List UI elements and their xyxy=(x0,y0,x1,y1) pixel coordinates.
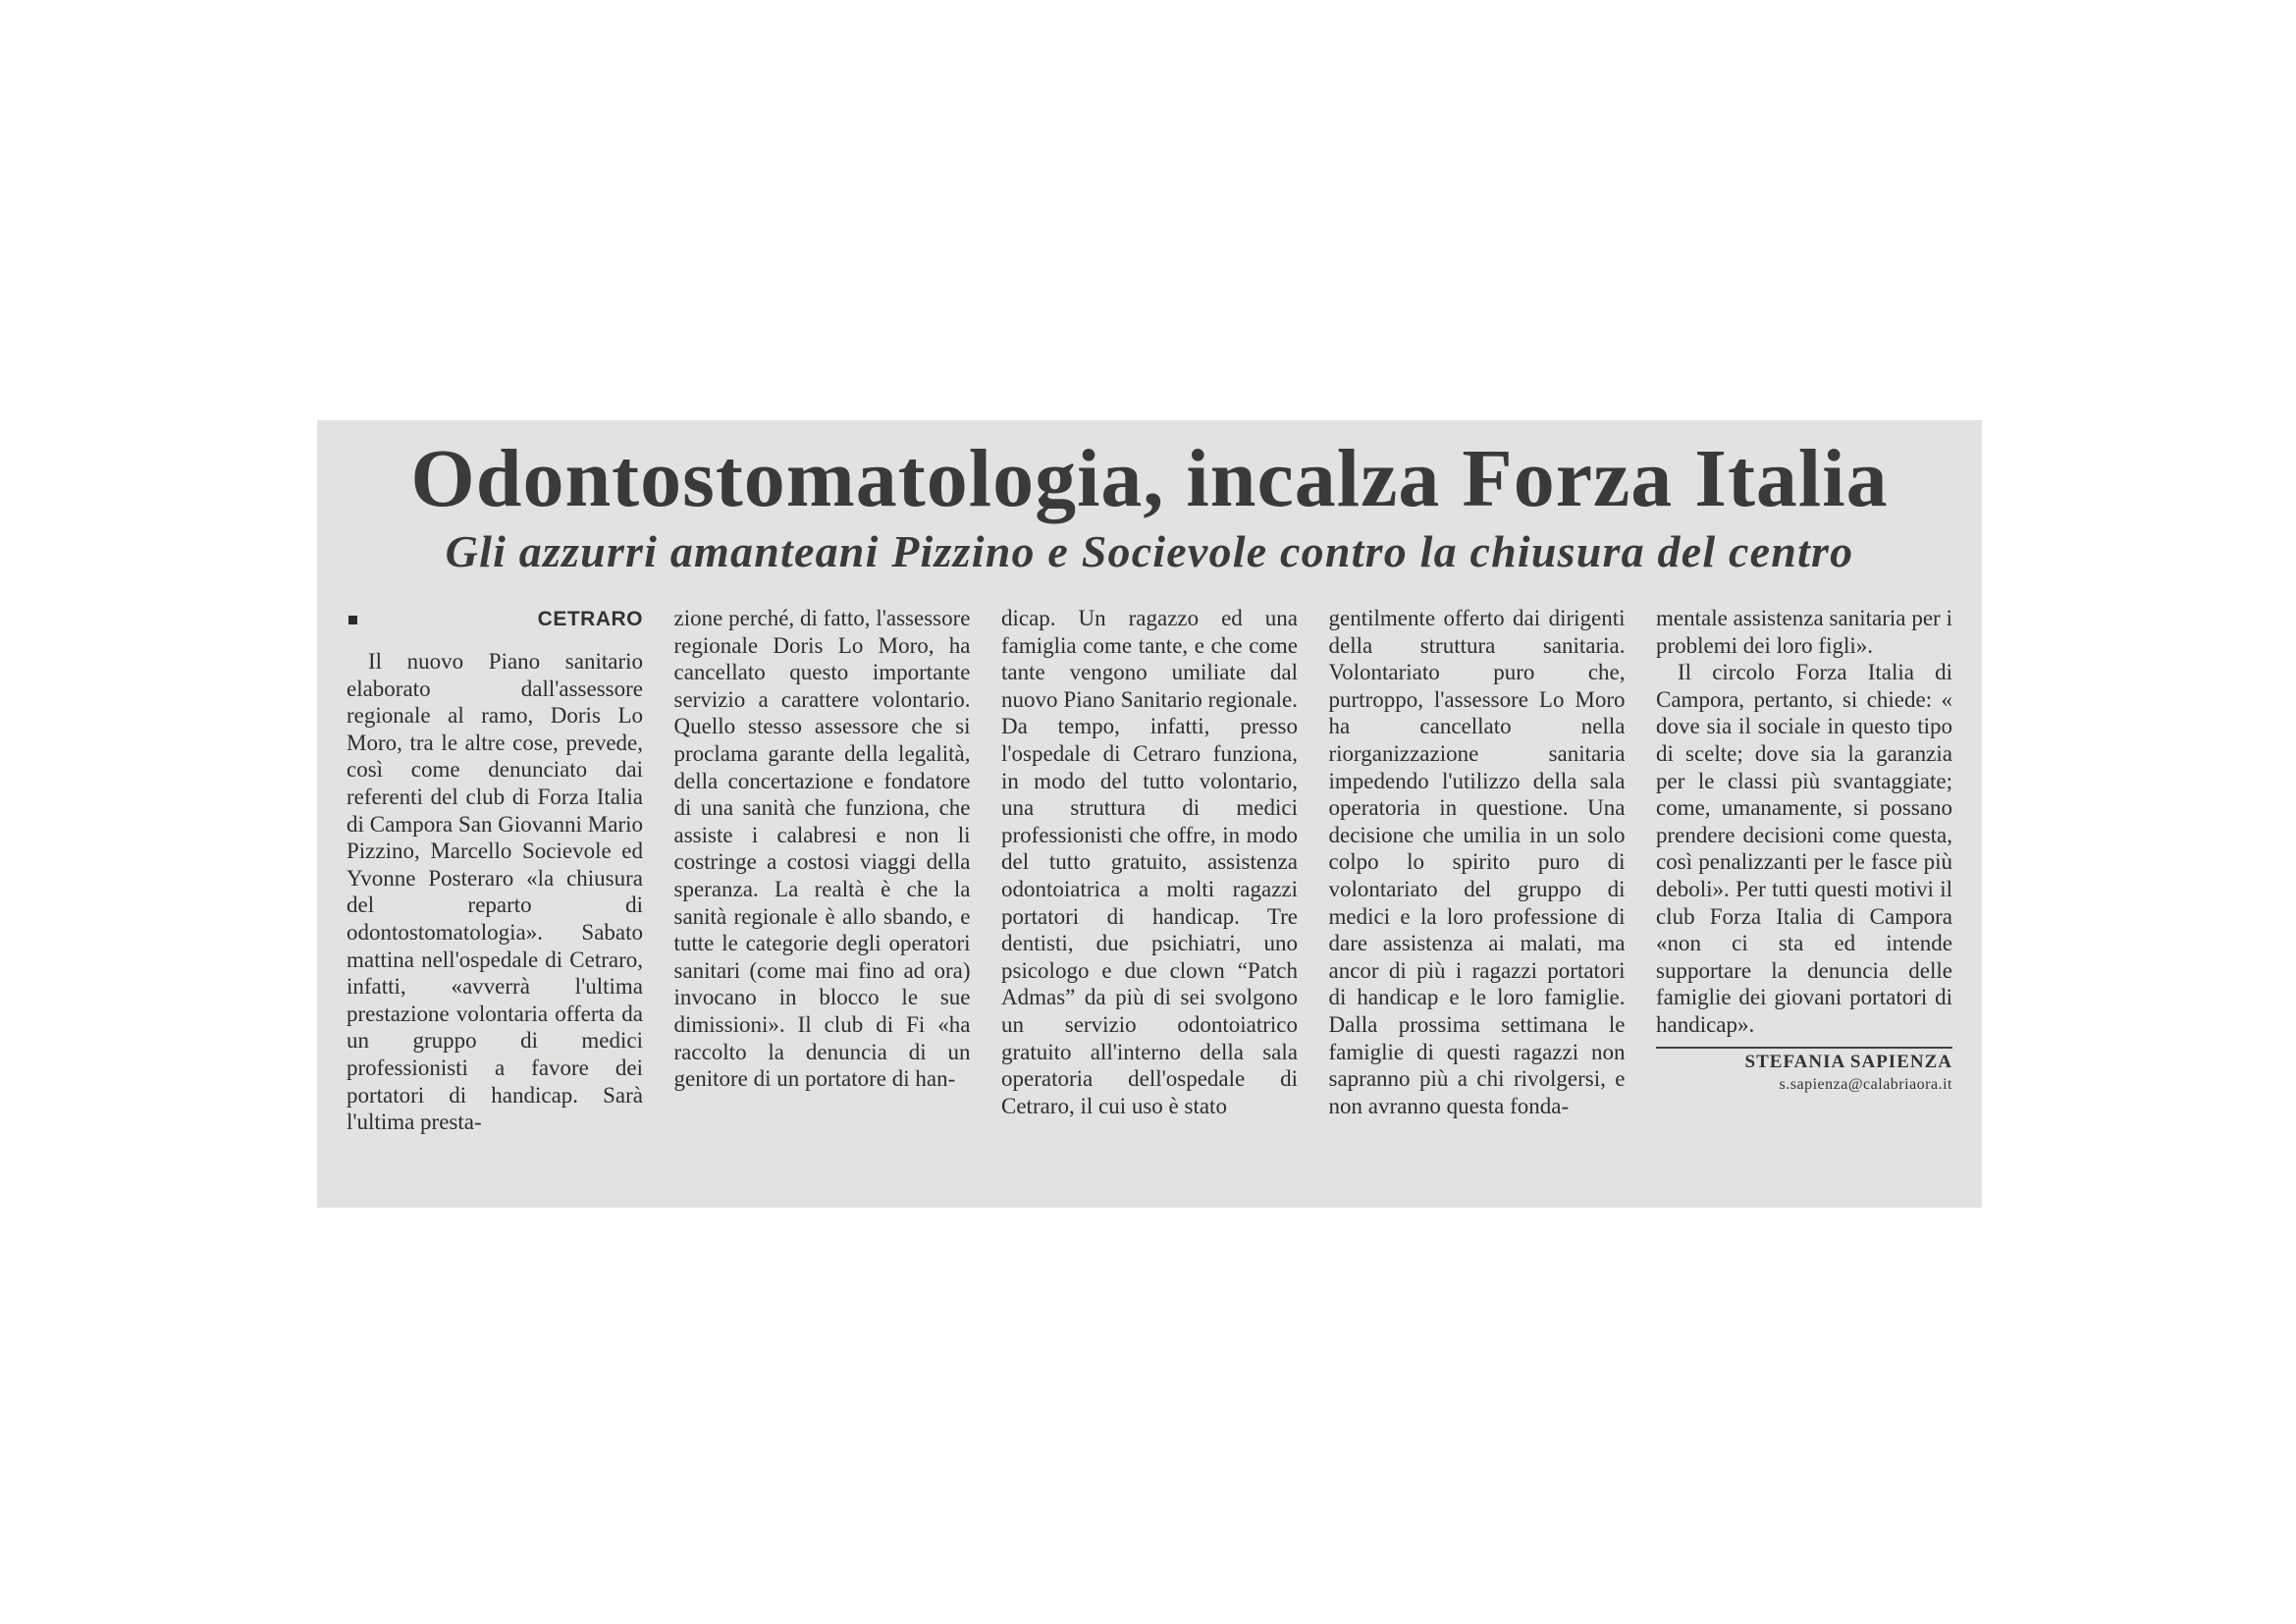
newspaper-clipping xyxy=(317,420,1982,1208)
paragraph: Il circolo Forza Italia di Campora, pertanto, si chiede: « dove sia il sociale in questo tipo di scelte; dove sia la garanzia per le classi più svantaggiate; come, umanamente, si possano prendere decisioni come questa, così penalizzanti per le fasce più deboli». Per tutti questi motivi il club Forza Italia di Campora «non ci sta ed intende supportare la denuncia delle famiglie dei giovani portatori di handicap». xyxy=(1656,660,1952,1037)
paragraph: dicap. Un ragazzo ed una famiglia come tante, e che come tante vengono umiliate dal nuovo Piano Sanitario regionale. Da tempo, infatti, presso l'ospedale di Cetraro funziona, in modo del tutto volontario, una struttura di medici professionisti che offre, in modo del tutto gratuito, assistenza odontoiatrica a molti ragazzi portatori di handicap. Tre dentisti, due psichiatri, uno psicologo e due clown “Patch Admas” da più di sei svolgono un servizio odontoiatrico gratuito all'interno della sala operatoria dell'ospedale di Cetraro, il cui uso è stato xyxy=(1001,606,1298,1118)
dateline-city: CETRARO xyxy=(537,608,643,631)
column-1 xyxy=(347,605,643,1184)
paragraph: mentale assistenza sanitaria per i problemi dei loro figli». xyxy=(1656,606,1952,658)
headline: Odontostomatologia, incalza Forza Italia xyxy=(410,433,1889,524)
column-5 xyxy=(1656,605,1952,1184)
article-columns xyxy=(347,605,1952,1184)
paragraph: zione perché, di fatto, l'assessore regionale Doris Lo Moro, ha cancellato questo importante servizio a carattere volontario. Quello stesso assessore che si proclama garante della legalità, della concertazione e fondatore di una sanità che funziona, che assiste i calabresi e non li costringe a costosi viaggi della speranza. La realtà è che la sanità regionale è allo sbando, e tutte le categorie degli operatori sanitari (come mai fino ad ora) invocano in blocco le sue dimissioni». Il club di Fi «ha raccolto la denuncia di un genitore di un portatore di han- xyxy=(673,606,971,1092)
paragraph: Il nuovo Piano sanitario elaborato dall'assessore regionale al ramo, Doris Lo Moro, tra le altre cose, prevede, così come denunciato dai referenti del club di Forza Italia di Campora San Giovanni Mario Pizzino, Marcello Socievole ed Yvonne Posteraro «la chiusura del reparto di odontostomatologia». Sabato mattina nell'ospedale di Cetraro, infatti, «avverrà l'ultima prestazione volontaria offerta da un gruppo di medici professionisti a favore dei portatori di handicap. Sarà l'ultima presta- xyxy=(347,649,643,1135)
byline xyxy=(1656,1047,1952,1096)
column-4 xyxy=(1329,605,1626,1184)
column-2 xyxy=(674,605,971,1184)
bullet-icon xyxy=(348,616,357,624)
dateline xyxy=(347,605,643,634)
author-email: s.sapienza@calabriaora.it xyxy=(1779,1075,1952,1093)
subheadline: Gli azzurri amanteani Pizzino e Socievole contro la chiusura del centro xyxy=(445,526,1854,576)
author-name: STEFANIA SAPIENZA xyxy=(1744,1051,1952,1072)
paragraph: gentilmente offerto dai dirigenti della struttura sanitaria. Volontariato puro che, purtroppo, l'assessore Lo Moro ha cancellato nella riorganizzazione sanitaria impedendo l'utilizzo della sala operatoria in questione. Una decisione che umilia in un solo colpo lo spirito puro di volontariato del gruppo di medici e la loro professione di dare assistenza ai malati, ma ancor di più i ragazzi portatori di handicap e le loro famiglie. Dalla prossima settimana le famiglie di questi ragazzi non sapranno più a chi rivolgersi, e non avranno questa fonda- xyxy=(1328,606,1626,1118)
column-3 xyxy=(1001,605,1298,1184)
